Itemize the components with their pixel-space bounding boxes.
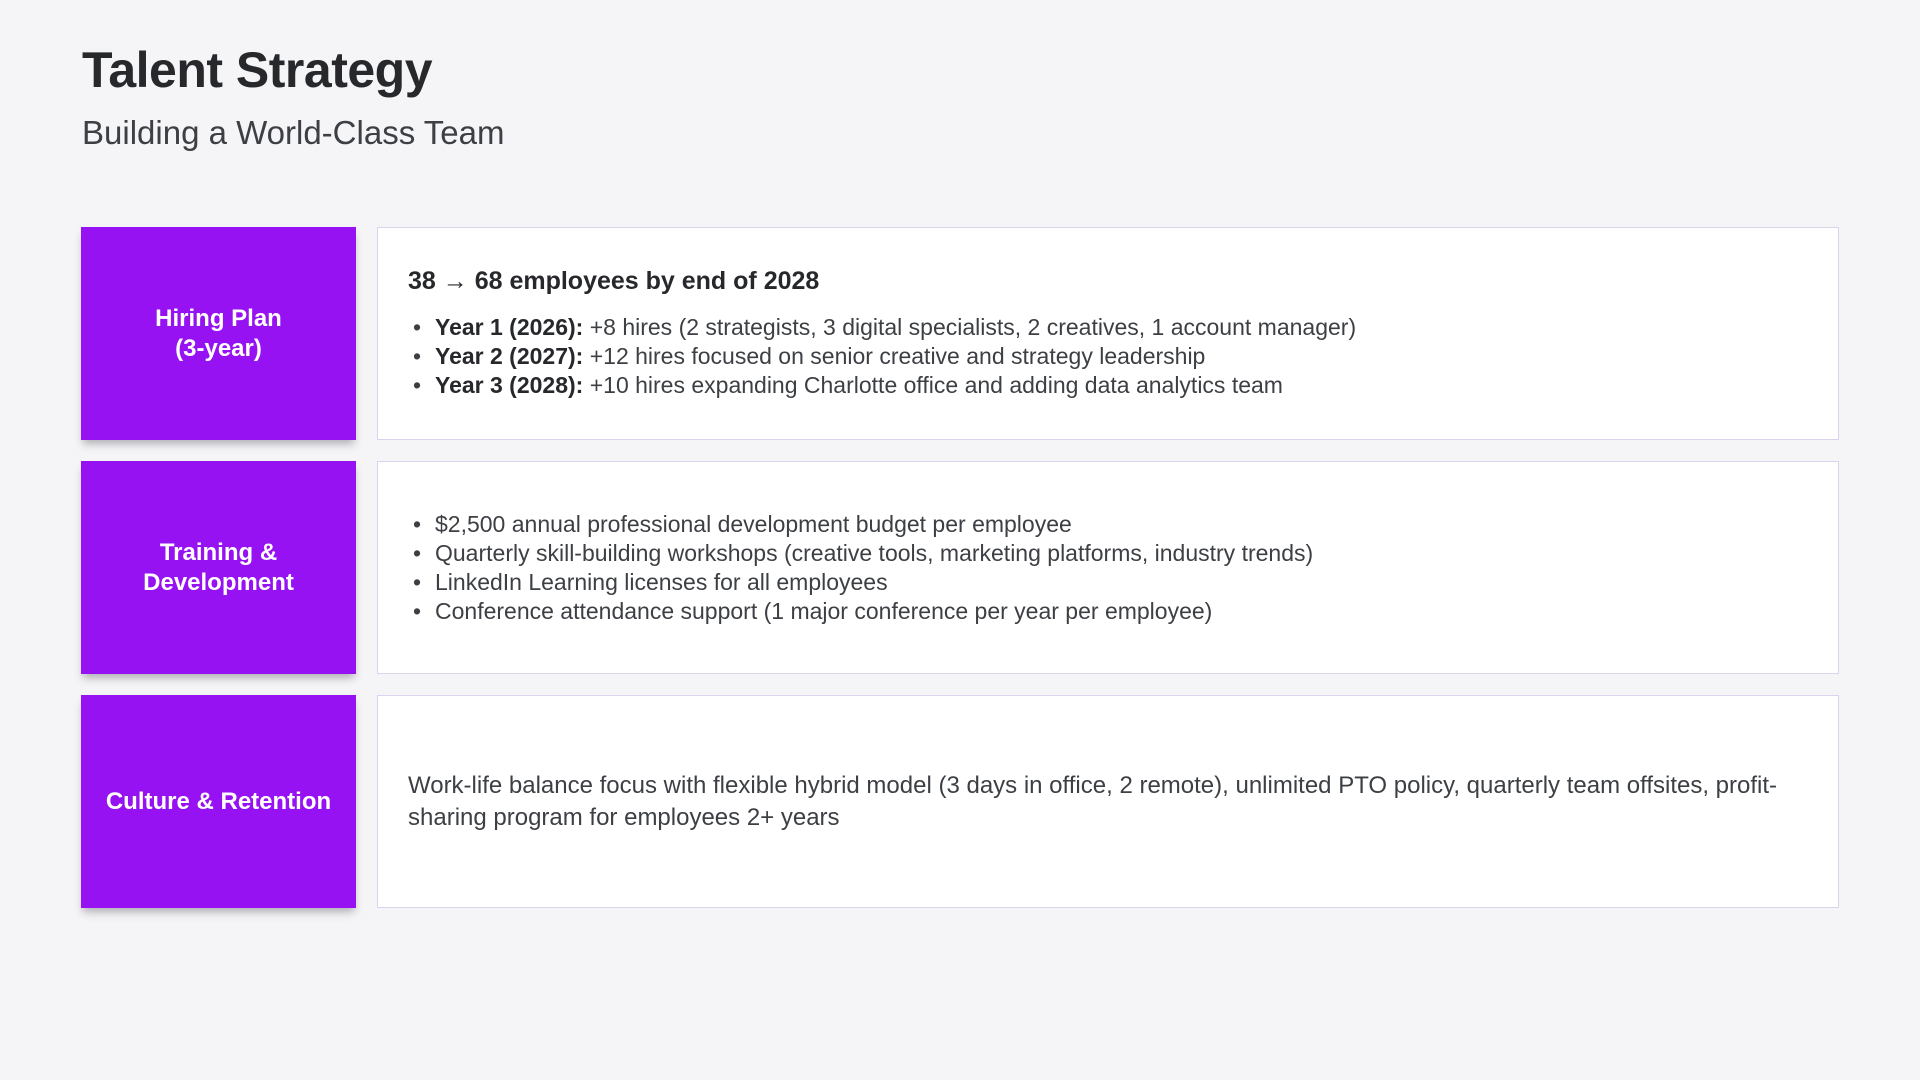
bullet-bold-lead: Year 1 (2026): (435, 314, 584, 340)
label-line: Hiring Plan (155, 304, 282, 332)
bullet-list (408, 510, 1794, 626)
card-heading: 38 → 68 employees by end of 2028 (408, 267, 820, 295)
bullet-item: • $2,500 annual professional development budget per employee (408, 510, 1794, 539)
bullet-text: +12 hires focused on senior creative and strategy leadership (583, 343, 1206, 369)
bullet-item (408, 371, 1794, 400)
bullet-item: • Quarterly skill-building workshops (creative tools, marketing platforms, industry trends) (408, 539, 1794, 568)
card-hiring-plan (377, 227, 1839, 440)
row-culture-retention (81, 695, 1839, 908)
bullet-item (408, 313, 1794, 342)
bullet-bold-lead: Year 3 (2028): (435, 372, 584, 398)
card-paragraph: Work-life balance focus with flexible hybrid model (3 days in office, 2 remote), unlimited PTO policy, quarterly team offsites, profit-sharing program for employees 2+ years (408, 771, 1778, 831)
label-line: Development (143, 568, 294, 596)
label-line: Culture & Retention (105, 787, 332, 815)
row-hiring-plan (81, 227, 1839, 440)
label-hiring-plan (81, 227, 356, 440)
row-training-development (81, 461, 1839, 674)
page-subtitle: Building a World-Class Team (82, 113, 505, 151)
label-line: Training & (159, 538, 278, 566)
bullet-item (408, 342, 1794, 371)
label-training-development (81, 461, 356, 674)
bullet-item: • LinkedIn Learning licenses for all employees (408, 568, 1794, 597)
slide-header (82, 42, 504, 152)
bullet-text: +10 hires expanding Charlotte office and adding data analytics team (583, 372, 1283, 398)
content-rows (81, 227, 1839, 908)
label-culture-retention (81, 695, 356, 908)
label-line: (3-year) (175, 334, 262, 362)
bullet-bold-lead: Year 2 (2027): (435, 343, 584, 369)
bullet-item: • Conference attendance support (1 major conference per year per employee) (408, 597, 1794, 626)
card-culture-retention (377, 695, 1839, 908)
page-title: Talent Strategy (82, 42, 432, 98)
card-training-development (377, 461, 1839, 674)
bullet-text: +8 hires (2 strategists, 3 digital specialists, 2 creatives, 1 account manager) (583, 314, 1357, 340)
bullet-list (408, 313, 1794, 400)
